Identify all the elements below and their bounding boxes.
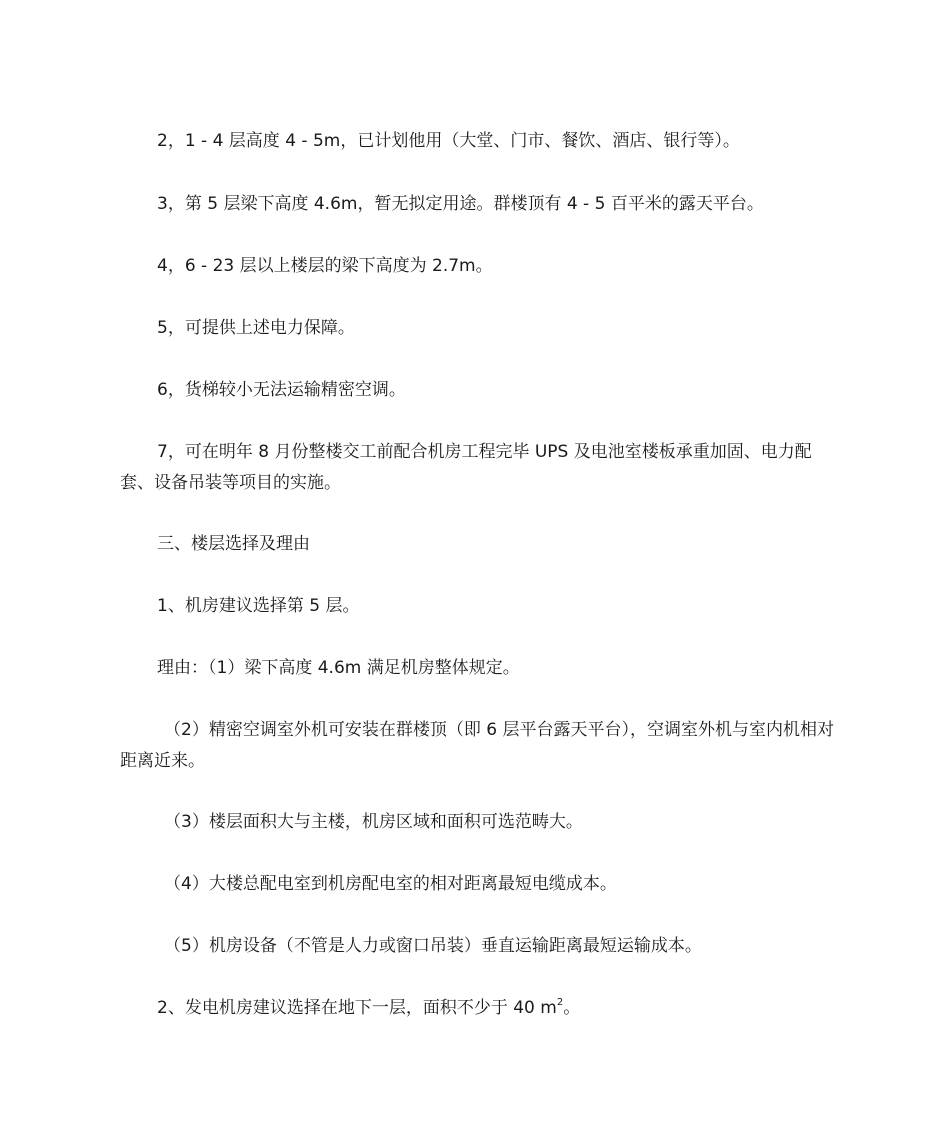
paragraph-machine-room-floor: 1、机房建议选择第 5 层。 xyxy=(157,596,360,616)
paragraph-reason-1: 理由：（1）梁下高度 4.6m 满足机房整体规定。 xyxy=(157,658,520,678)
paragraph-reason-2: （2）精密空调室外机可安装在群楼顶（即 6 层平台露天平台），空调室外机与室内机相对距离近来。 xyxy=(120,720,834,771)
paragraph-power: 5，可提供上述电力保障。 xyxy=(157,318,355,338)
paragraph-elevator: 6，货梯较小无法运输精密空调。 xyxy=(157,380,406,400)
paragraph-reason-3: （3）楼层面积大与主楼，机房区域和面积可选范畴大。 xyxy=(164,812,583,832)
generator-room-suffix: 。 xyxy=(563,998,581,1018)
paragraph-floors-1-4: 2，1 - 4 层高度 4 - 5m，已计划他用（大堂、门市、餐饮、酒店、银行等）。 xyxy=(157,131,740,151)
paragraph-reason-5: （5）机房设备（不管是人力或窗口吊装）垂直运输距离最短运输成本。 xyxy=(164,936,702,956)
paragraph-generator-room xyxy=(120,993,834,1024)
paragraph-floors-6-23: 4，6 - 23 层以上楼层的梁下高度为 2.7m。 xyxy=(157,256,493,276)
section-heading-floor-selection: 三、楼层选择及理由 xyxy=(157,534,310,554)
paragraph-reason-4: （4）大楼总配电室到机房配电室的相对距离最短电缆成本。 xyxy=(164,874,617,894)
generator-room-text: 2、发电机房建议选择在地下一层，面积不少于 40 m xyxy=(157,998,557,1018)
paragraph-floor-5: 3，第 5 层梁下高度 4.6m，暂无拟定用途。群楼顶有 4 - 5 百平米的露天平台。 xyxy=(157,194,764,214)
superscript-2: 2 xyxy=(556,997,564,1008)
paragraph-delivery: 7，可在明年 8 月份整楼交工前配合机房工程完毕 UPS 及电池室楼板承重加固、电力配套、设备吊装等项目的实施。 xyxy=(120,442,812,493)
